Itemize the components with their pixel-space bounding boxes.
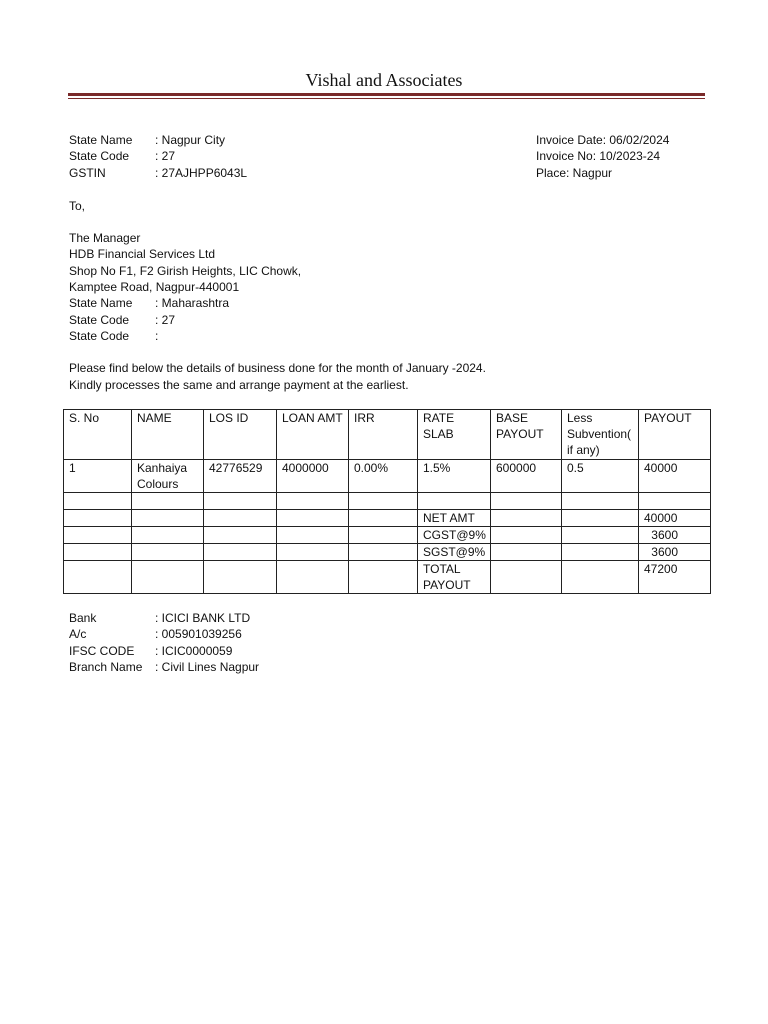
bank-label: Bank <box>69 611 97 625</box>
col-header-loan-amt: LOAN AMT <box>277 410 349 460</box>
table-row-net-amt <box>64 510 711 527</box>
seller-gstin-label: GSTIN <box>69 166 106 180</box>
body-text-line1: Please find below the details of business done for the month of January -2024. <box>69 361 486 375</box>
bank-ifsc <box>69 643 232 659</box>
cell-loan-amt: 4000000 <box>277 460 349 493</box>
header-rule-thin <box>68 98 705 99</box>
recipient-state-code2-value: : <box>155 329 159 343</box>
cell-base-payout: 600000 <box>491 460 562 493</box>
account-value: : 005901039256 <box>155 627 242 641</box>
col-header-payout: PAYOUT <box>639 410 711 460</box>
cell-sno: 1 <box>64 460 132 493</box>
invoice-number: Invoice No: 10/2023-24 <box>536 149 661 163</box>
cgst-value: 3600 <box>639 527 711 544</box>
recipient-state-code-2 <box>69 328 158 344</box>
invoice-place: Place: Nagpur <box>536 166 613 180</box>
recipient-state-name-value: : Maharashtra <box>155 296 230 310</box>
recipient-line1: The Manager <box>69 231 141 245</box>
cell-less-subvention: 0.5 <box>562 460 639 493</box>
total-payout-value: 47200 <box>639 561 711 594</box>
seller-state-code-value: : 27 <box>155 149 176 163</box>
table-row-cgst <box>64 527 711 544</box>
recipient-state-name <box>69 295 229 311</box>
sgst-value: 3600 <box>639 544 711 561</box>
table-row-total <box>64 561 711 594</box>
recipient-state-code-label: State Code <box>69 313 130 327</box>
to-label: To, <box>69 199 86 213</box>
ifsc-label: IFSC CODE <box>69 644 135 658</box>
cell-irr: 0.00% <box>349 460 418 493</box>
seller-state-name-label: State Name <box>69 133 133 147</box>
table-row-sgst <box>64 544 711 561</box>
recipient-state-code-value: : 27 <box>155 313 176 327</box>
bank-value: : ICICI BANK LTD <box>155 611 251 625</box>
total-payout-label: TOTAL PAYOUT <box>418 561 491 594</box>
cell-los-id: 42776529 <box>204 460 277 493</box>
table-row-empty <box>64 493 711 510</box>
recipient-state-code2-label: State Code <box>69 329 130 343</box>
recipient-line4: Kamptee Road, Nagpur-440001 <box>69 280 240 294</box>
bank-name <box>69 610 250 626</box>
cell-payout: 40000 <box>639 460 711 493</box>
bank-account <box>69 626 242 642</box>
seller-gstin-value: : 27AJHPP6043L <box>155 166 248 180</box>
ifsc-value: : ICIC0000059 <box>155 644 233 658</box>
branch-value: : Civil Lines Nagpur <box>155 660 260 674</box>
bank-branch <box>69 659 259 675</box>
col-header-sno: S. No <box>64 410 132 460</box>
table-row <box>64 460 711 493</box>
net-amt-value: 40000 <box>639 510 711 527</box>
seller-gstin <box>69 165 247 181</box>
col-header-less-subvention: Less Subvention( if any) <box>562 410 639 460</box>
net-amt-label: NET AMT <box>418 510 491 527</box>
invoice-date: Invoice Date: 06/02/2024 <box>536 133 670 147</box>
col-header-irr: IRR <box>349 410 418 460</box>
col-header-los-id: LOS ID <box>204 410 277 460</box>
table-header-row <box>64 410 711 460</box>
col-header-name: NAME <box>132 410 204 460</box>
body-text-line2: Kindly processes the same and arrange payment at the earliest. <box>69 378 409 392</box>
recipient-line2: HDB Financial Services Ltd <box>69 247 216 261</box>
header-rule-thick <box>68 93 705 96</box>
cell-name: Kanhaiya Colours <box>132 460 204 493</box>
recipient-state-code <box>69 312 175 328</box>
seller-state-name-value: : Nagpur City <box>155 133 226 147</box>
recipient-state-name-label: State Name <box>69 296 133 310</box>
seller-state-name <box>69 132 225 148</box>
payout-table <box>63 409 711 594</box>
seller-state-code-label: State Code <box>69 149 130 163</box>
seller-state-code <box>69 148 175 164</box>
cell-rate-slab: 1.5% <box>418 460 491 493</box>
recipient-line3: Shop No F1, F2 Girish Heights, LIC Chowk, <box>69 264 302 278</box>
col-header-base-payout: BASE PAYOUT <box>491 410 562 460</box>
account-label: A/c <box>69 627 87 641</box>
cgst-label: CGST@9% <box>418 527 491 544</box>
branch-label: Branch Name <box>69 660 143 674</box>
company-title: Vishal and Associates <box>305 70 463 90</box>
sgst-label: SGST@9% <box>418 544 491 561</box>
col-header-rate-slab: RATE SLAB <box>418 410 491 460</box>
